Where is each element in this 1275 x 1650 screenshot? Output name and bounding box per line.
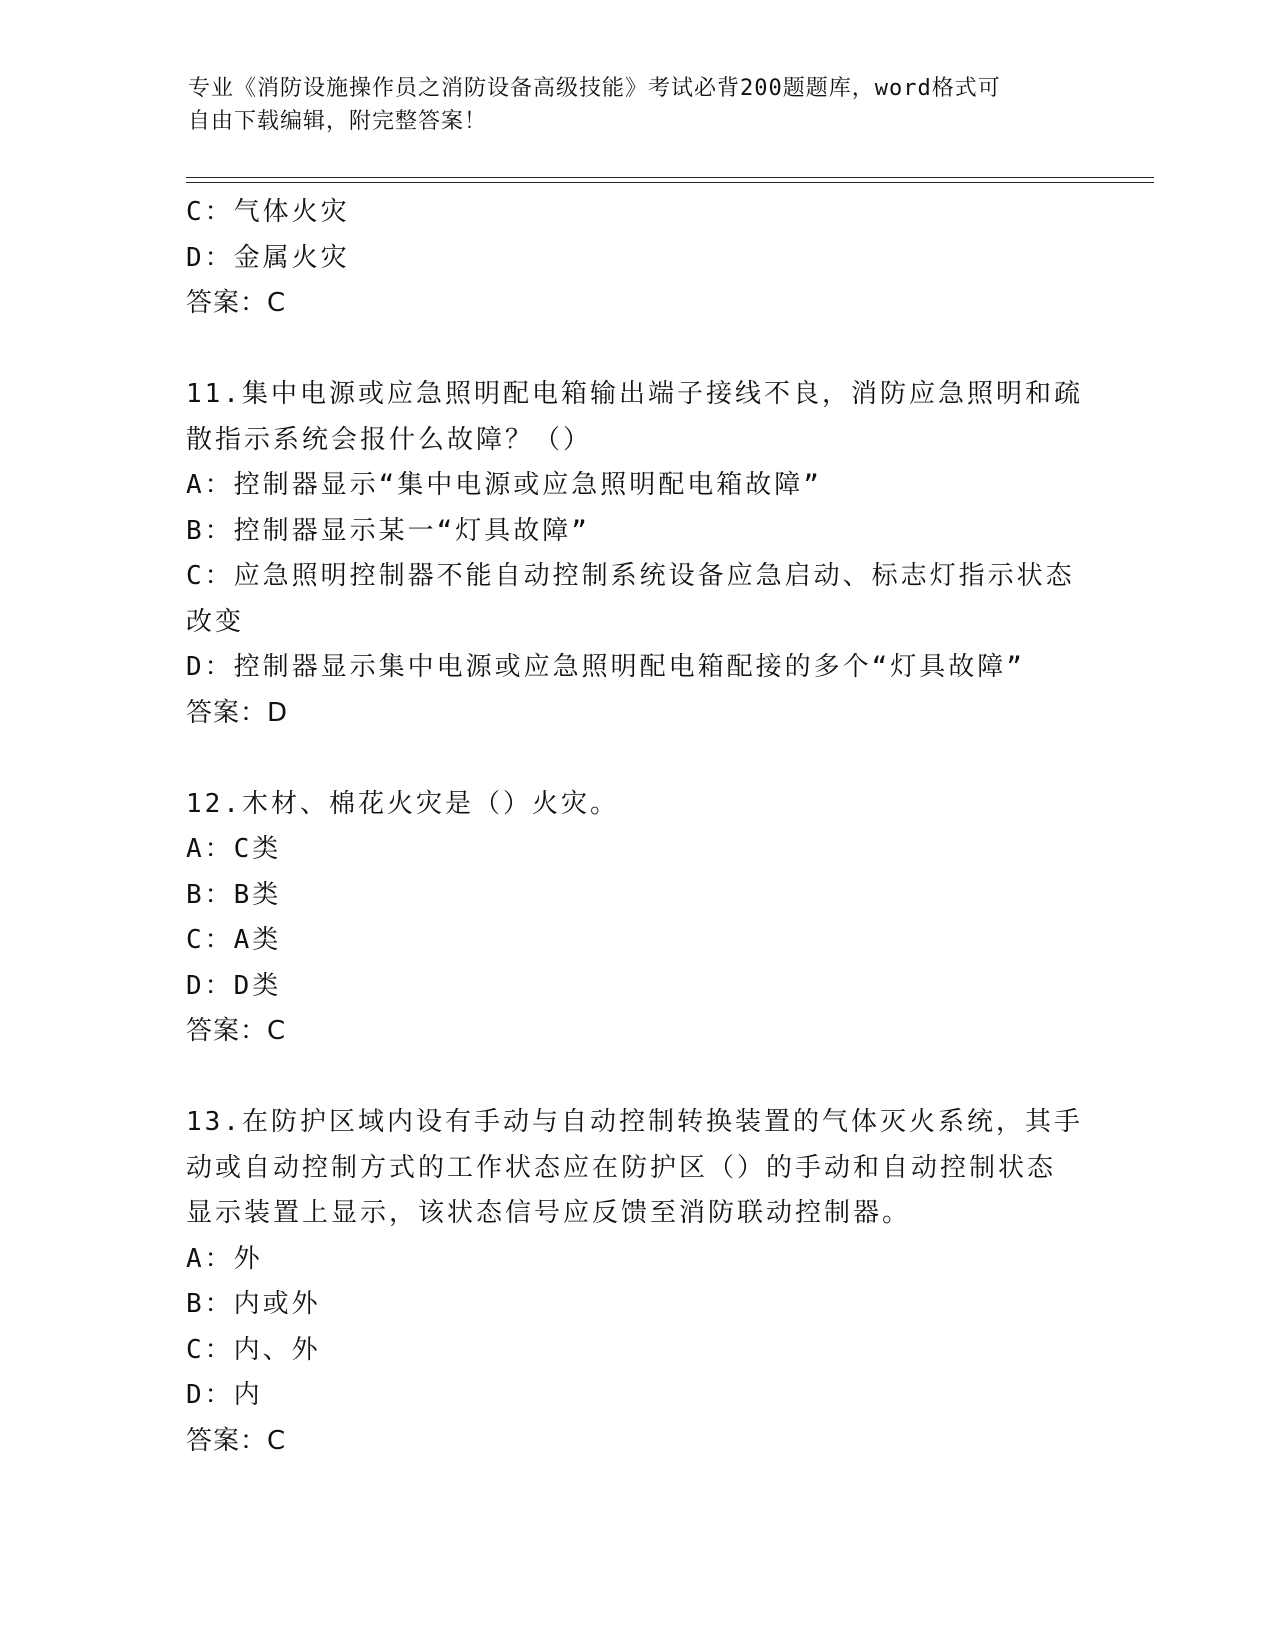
option-d: D：内	[186, 1380, 263, 1410]
answer-line: 答案：C	[186, 288, 287, 318]
header-line: 自由下载编辑，附完整答案！	[188, 109, 488, 134]
option-b: B：B类	[186, 879, 282, 910]
question-stem: 13.在防护区域内设有手动与自动控制转换装置的气体灭火系统，其手	[186, 1107, 1083, 1137]
header-line: 专业《消防设施操作员之消防设备高级技能》考试必背200题题库，word格式可	[188, 76, 1001, 101]
spacer	[186, 327, 1086, 373]
question-stem: 11.集中电源或应急照明配电箱输出端子接线不良，消防应急照明和疏	[186, 379, 1083, 409]
option-d: D：D类	[186, 970, 282, 1001]
option-c-continued: 改变	[186, 606, 245, 637]
option-a: A：控制器显示“集中电源或应急照明配电箱故障”	[186, 470, 822, 500]
option-c: C：A类	[186, 925, 282, 955]
question-stem: 动或自动控制方式的工作状态应在防护区（）的手动和自动控制状态	[186, 1152, 1057, 1183]
option-b: B：内或外	[186, 1289, 321, 1319]
option-d: D：控制器显示集中电源或应急照明配电箱配接的多个“灯具故障”	[186, 652, 1025, 682]
option-a: A：外	[186, 1243, 263, 1274]
document-header	[188, 72, 1068, 138]
option-b: B：控制器显示某一“灯具故障”	[186, 515, 590, 546]
answer-line: 答案：C	[186, 1425, 287, 1456]
option-c: C：气体火灾	[186, 197, 350, 227]
question-block	[186, 190, 1086, 327]
header-divider	[186, 182, 1154, 183]
question-block	[186, 1100, 1086, 1464]
option-d: D：金属火灾	[186, 242, 350, 273]
question-stem: 12.木材、棉花火灾是（）火灾。	[186, 788, 619, 819]
question-block	[186, 372, 1086, 736]
option-c: C：应急照明控制器不能自动控制系统设备应急启动、标志灯指示状态	[186, 561, 1075, 591]
option-c: C：内、外	[186, 1334, 321, 1365]
header-divider	[186, 177, 1154, 178]
answer-line: 答案：D	[186, 697, 289, 728]
answer-line: 答案：C	[186, 1016, 287, 1046]
question-block	[186, 782, 1086, 1055]
spacer	[186, 1055, 1086, 1101]
spacer	[186, 736, 1086, 782]
question-stem: 散指示系统会报什么故障？（）	[186, 424, 593, 455]
question-stem: 显示装置上显示，该状态信号应反馈至消防联动控制器。	[186, 1198, 912, 1228]
question-list	[186, 190, 1086, 1464]
option-a: A：C类	[186, 834, 282, 864]
